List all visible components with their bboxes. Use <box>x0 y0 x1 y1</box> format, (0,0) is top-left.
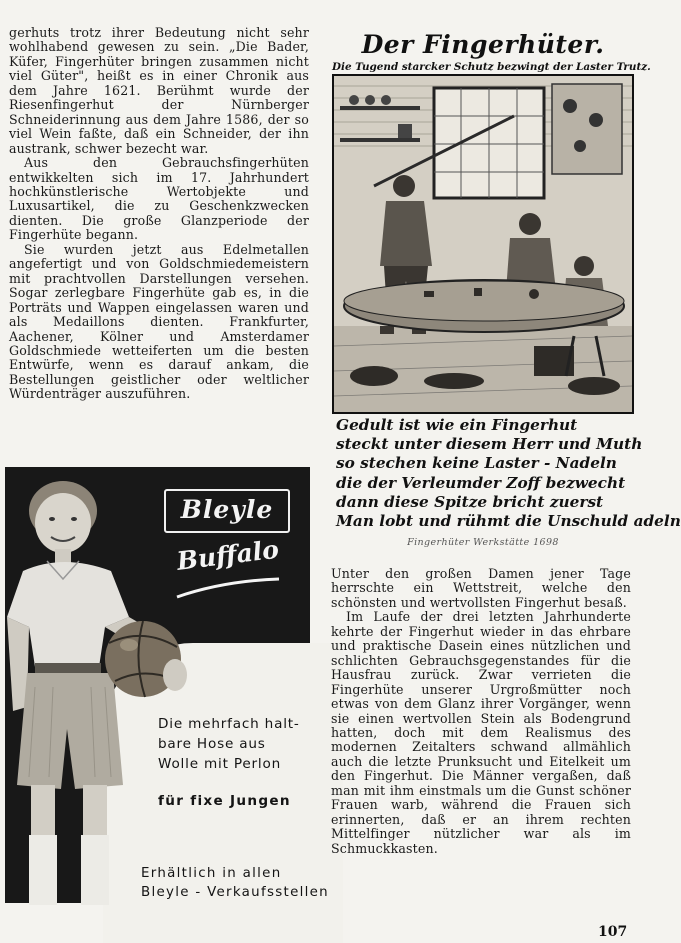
page-number: 107 <box>598 924 628 940</box>
ad-description-line: Wolle mit Perlon <box>158 755 282 772</box>
buffalo-product-name: Buffalo <box>175 534 281 576</box>
swoosh-underline-icon <box>173 575 283 603</box>
verse-line: Man lobt und rühmt die Unschuld adeln <box>336 512 681 531</box>
verse-line: steckt unter diesem Herr und Muth <box>336 435 643 454</box>
engraving-caption: Fingerhüter Werkstätte 1698 <box>407 537 559 548</box>
workshop-scene-illustration <box>334 76 632 412</box>
verse-line: die der Verleumder Zoff bezwecht <box>336 473 626 492</box>
ad-availability <box>141 864 329 902</box>
paragraph: Unter den großen Damen jener Tage herrschte ein Wettstreit, welche den schönsten und wertvollsten Fingerhut besaß. <box>331 566 631 610</box>
ad-slogan: für fixe Jungen <box>158 793 291 809</box>
verse-line: Gedult ist wie ein Fingerhut <box>336 416 578 434</box>
paragraph: Sie wurden jetzt aus Edelmetallen angefertigt und von Goldschmiedemeistern mit prachtvollen Darstellungen versehen. Sogar zerlegbare Fingerhüte gab es, in die Porträts und Wappen eingelassen waren und als Medaillons dienten. Frankfurter, Aachener, Kölner und Amsterdamer Goldschmiede wetteiferten um die besten Entwürfe, wenn es darauf ankam, die Bestellungen geistlicher oder weltlicher Würdenträger auszuführen. <box>9 241 309 402</box>
verse-line: dann diese Spitze bricht zuerst <box>336 492 604 511</box>
workshop-engraving-image <box>332 74 634 414</box>
ad-description <box>158 715 300 774</box>
right-article-column <box>331 567 631 856</box>
paragraph: Aus den Gebrauchsfingerhüten entwikkelten sich im 17. Jahrhundert hochkünstlerische Wertobjekte und Luxusartikel, die zu Geschenkzwecken dienten. Die große Glanzperiode der Fingerhüte begann. <box>9 155 309 243</box>
paragraph: gerhuts trotz ihrer Bedeutung nicht sehr wohlhabend gewesen zu sein. „Die Bader, Küfer, Fingerhüter bringen zusammen nicht viel Güter", heißt es in einer Chronik aus dem Jahre 1621. Berühmt wurde der Riesenfingerhut der Nürnberger Schneiderinnung aus dem Jahre 1586, der so viel Wein faßte, daß ein Schneider, der ihn austrank, schwer bezecht war. <box>9 25 309 156</box>
paragraph: Im Laufe der drei letzten Jahrhunderte kehrte der Fingerhut wieder in das ehrbare und praktische Dasein eines nützlichen und schlichten Gebrauchsgegenstandes für die Hausfrau zurück. Zwar verrieten die Fingerhüte unserer Urgroßmütter noch etwas von dem Glanz ihrer Vorgänger, wenn sie einen wertvollen Stein als Bodengrund hatten, doch mit dem Realismus des modernen Zeitalters schwand allmählich auch die letzte Prunksucht und Eitelkeit um den Fingerhut. Die Männer vergaßen, daß man mit ihm einstmals um die Gunst schöner Frauen warb, während die Frauen sich erinnerten, daß er an ihrem rechten Mittelfinger nützlicher war als im Schmuckkasten. <box>331 609 631 856</box>
engraving-verse <box>336 416 681 531</box>
ad-description-line: bare Hose aus <box>158 735 266 752</box>
ad-availability-line: Erhältlich in allen <box>141 866 282 881</box>
ad-availability-line: Bleyle - Verkaufsstellen <box>141 885 329 900</box>
engraving-motto: Die Tugend starcker Schutz bezwingt der Laster Trutz. <box>332 61 651 73</box>
verse-line: so stechen keine Laster - Nadeln <box>336 454 617 473</box>
engraving-figure <box>332 24 681 554</box>
bleyle-advertisement <box>5 467 329 903</box>
engraving-title: Der Fingerhüter. <box>361 30 605 59</box>
left-article-column <box>9 26 309 402</box>
ad-description-line: Die mehrfach halt- <box>158 716 300 732</box>
bleyle-logo: Bleyle <box>164 489 290 533</box>
